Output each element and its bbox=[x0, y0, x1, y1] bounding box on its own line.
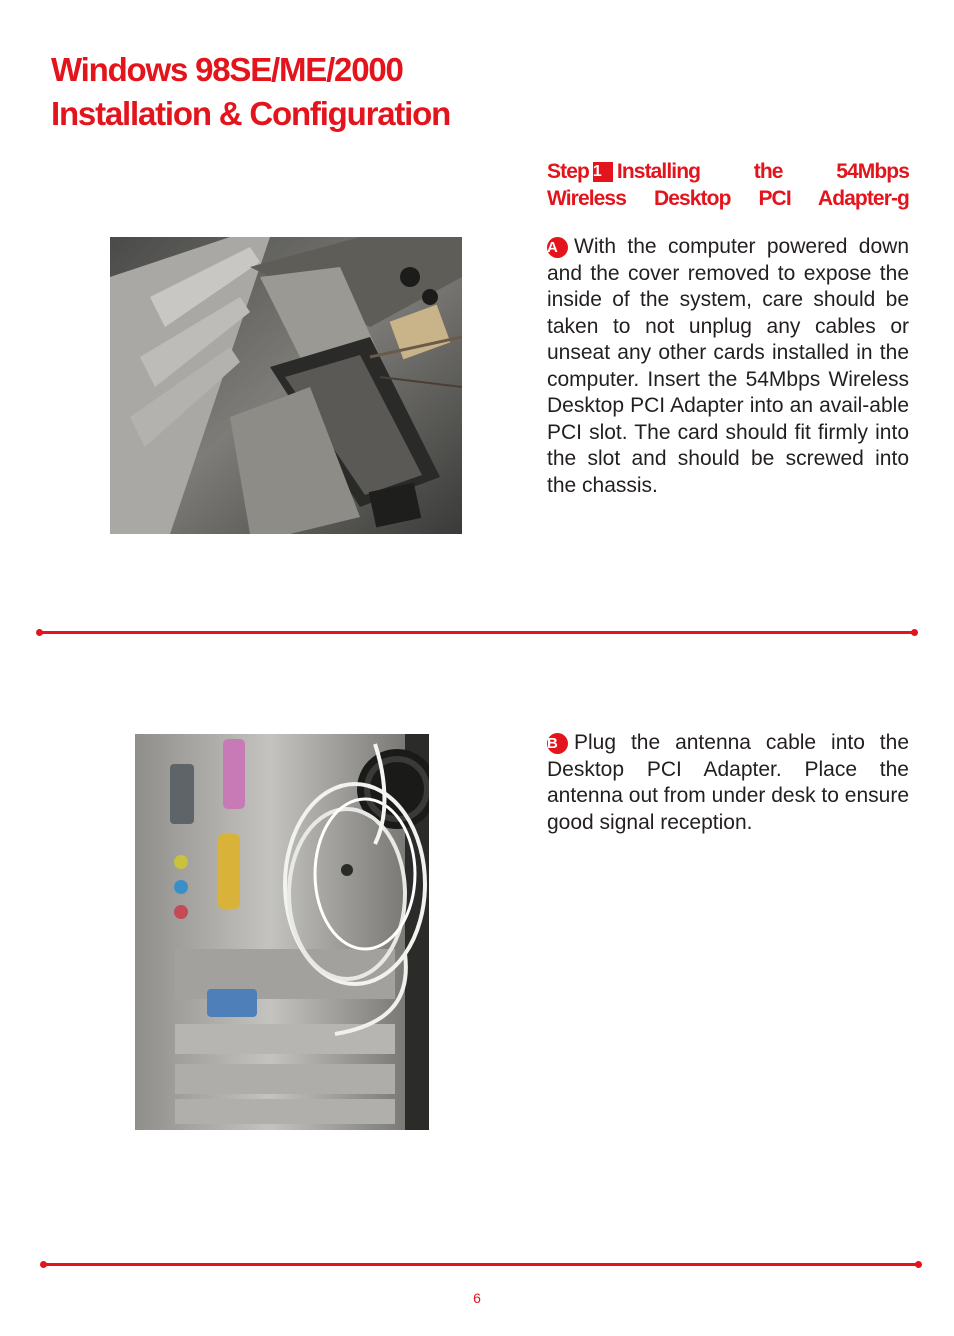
photo-pci-slot-installation bbox=[110, 237, 462, 534]
step-number-badge: 1 bbox=[593, 162, 613, 182]
title-line-1: Windows 98SE/ME/2000 bbox=[51, 51, 403, 88]
marker-b: B bbox=[547, 733, 568, 754]
instruction-b bbox=[547, 730, 909, 836]
instruction-b-text: Plug the antenna cable into the Desktop PCI Adapter. Place the antenna out from under desk to ensure good signal reception. bbox=[547, 731, 909, 834]
page-title bbox=[51, 48, 450, 136]
marker-a: A bbox=[547, 237, 568, 258]
page-number: 6 bbox=[473, 1290, 481, 1306]
instruction-a-text: With the computer powered down and the cover removed to expose the inside of the system, care should be taken to not unplug any cables or unseat any other cards installed in the computer. Insert the 54Mbps Wireless Desktop PCI Adapter into an avail-able PCI slot. The card should fit firmly into the slot and should be screwed into the chassis. bbox=[547, 235, 909, 497]
step-heading-line-1: Installing the 54Mbps bbox=[616, 160, 909, 183]
footer-divider bbox=[43, 1263, 919, 1266]
step-word: Step bbox=[547, 160, 589, 183]
photo-antenna-cable bbox=[135, 734, 429, 1130]
step-heading bbox=[547, 158, 909, 212]
title-line-2: Installation & Configuration bbox=[51, 95, 451, 132]
instruction-a bbox=[547, 234, 909, 499]
section-divider bbox=[39, 631, 915, 634]
step-heading-line-2: Wireless Desktop PCI Adapter-g bbox=[547, 187, 909, 210]
